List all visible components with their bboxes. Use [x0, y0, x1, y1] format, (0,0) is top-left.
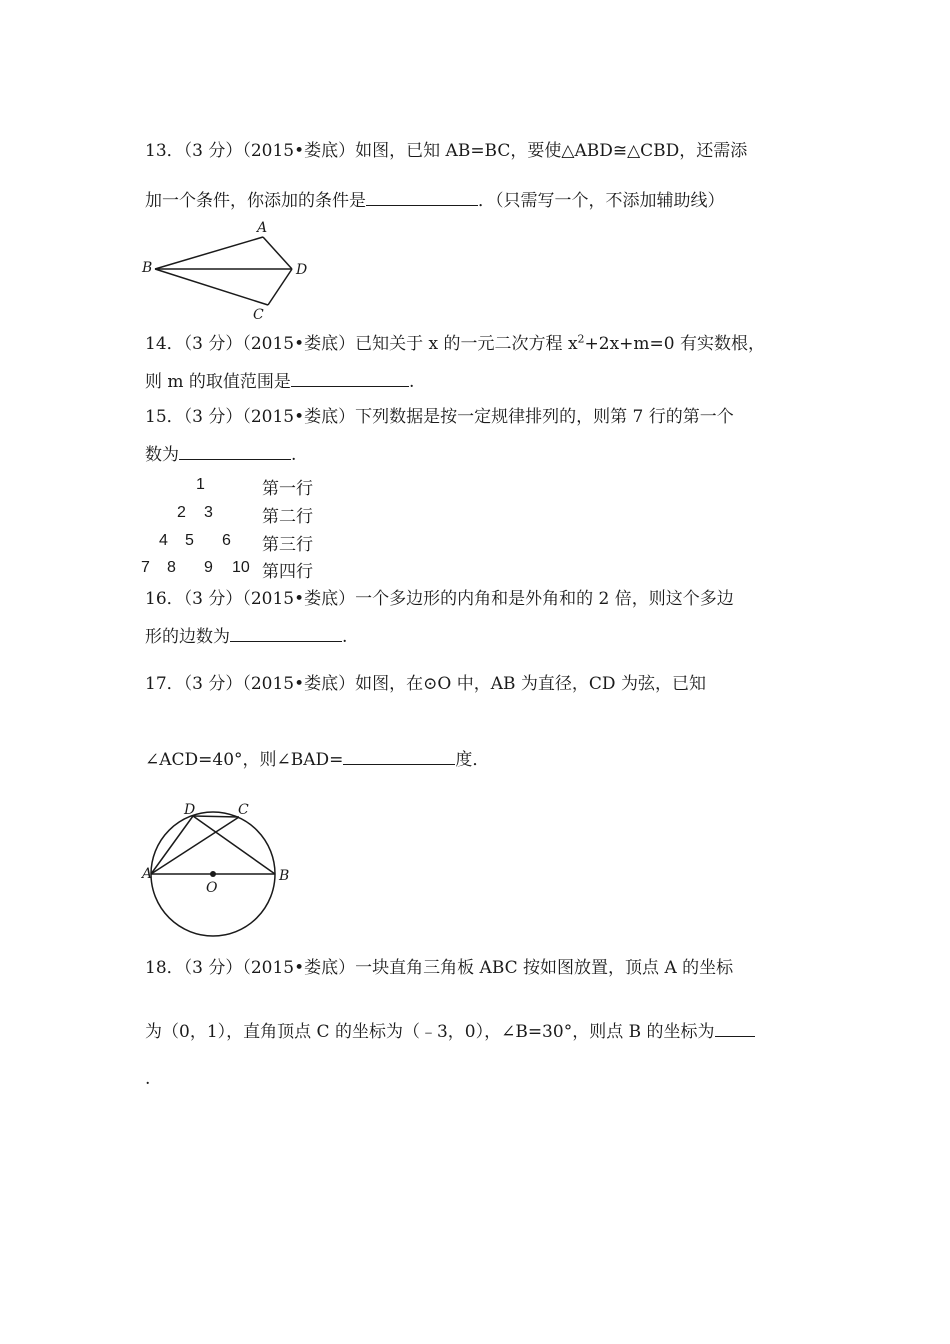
q15-answer-blank[interactable] — [179, 443, 291, 460]
q15-row2-num2: 3 — [204, 504, 213, 521]
q17-line1: 17．（3 分）（2015•娄底）如图，在⊙O 中，AB 为直径，CD 为弦，已知 — [145, 674, 706, 694]
q16-line2-text: 形的边数为 — [145, 627, 230, 647]
q15-row4-label: 第四行 — [262, 562, 313, 582]
q14-answer-blank[interactable] — [291, 370, 409, 387]
q13-kite-figure — [140, 218, 320, 326]
q14-line2 — [145, 370, 414, 393]
q13-label-a: A — [257, 220, 268, 236]
q17-label-c: C — [238, 802, 249, 818]
q13-label-d: D — [296, 262, 308, 278]
q17-label-d: D — [184, 802, 196, 818]
q17-line2-tail: 度． — [455, 750, 490, 770]
q15-row1-num1: 1 — [196, 476, 205, 493]
q15-row3-num2: 5 — [185, 532, 194, 549]
q13-answer-blank[interactable] — [366, 189, 478, 206]
q18-answer-blank[interactable] — [715, 1020, 755, 1037]
q17-line2 — [145, 748, 489, 771]
q16-answer-blank[interactable] — [230, 625, 342, 642]
q18-line2-text: 为（0，1），直角顶点 C 的坐标为（﹣3，0），∠B=30°，则点 B 的坐标为 — [145, 1022, 715, 1042]
q15-row2-num1: 2 — [177, 504, 186, 521]
q13-line2-text: 加一个条件，你添加的条件是 — [145, 191, 366, 211]
q13-line1: 13．（3 分）（2015•娄底）如图，已知 AB=BC，要使△ABD≅△CBD，还需添 — [145, 141, 748, 161]
q13-line2-tail: ．（只需写一个，不添加辅助线） — [478, 191, 725, 211]
q14-line1 — [145, 333, 765, 355]
q17-center-dot — [210, 871, 216, 877]
q15-row4-num1: 7 — [141, 559, 150, 576]
q15-row3-label: 第三行 — [262, 535, 313, 555]
q18-line3: . — [145, 1069, 151, 1089]
q13-line2 — [145, 189, 725, 212]
q15-line2-tail: . — [291, 445, 297, 465]
q18-line2 — [145, 1020, 755, 1043]
q17-label-b: B — [279, 868, 290, 884]
q13-label-b: B — [142, 260, 153, 276]
q15-row3-num1: 4 — [159, 532, 168, 549]
q14-line2-tail: . — [408, 372, 415, 392]
q15-row4-num2: 8 — [167, 559, 176, 576]
q13-label-c: C — [253, 307, 264, 323]
q16-line1: 16．（3 分）（2015•娄底）一个多边形的内角和是外角和的 2 倍，则这个多边 — [145, 589, 734, 609]
q15-line2 — [145, 443, 296, 466]
q15-row1-label: 第一行 — [262, 479, 313, 499]
q16-line2-tail: . — [342, 627, 348, 647]
q16-line2 — [145, 625, 347, 648]
q15-row3-num3: 6 — [222, 532, 231, 549]
q14-line1-text: 14．（3 分）（2015•娄底）已知关于 x 的一元二次方程 x — [145, 334, 578, 354]
q14-exponent: 2 — [577, 332, 585, 346]
q14-line1-tail: +2x+m=0 有实数根， — [584, 334, 766, 354]
q14-line2-text: 则 m 的取值范围是 — [145, 372, 291, 392]
q17-answer-blank[interactable] — [343, 748, 455, 765]
q17-line2-text: ∠ACD=40°，则∠BAD= — [145, 750, 344, 770]
q18-line1: 18．（3 分）（2015•娄底）一块直角三角板 ABC 按如图放置，顶点 A 的坐标 — [145, 958, 734, 978]
q17-circle-figure — [140, 798, 300, 938]
q15-row4-num4: 10 — [232, 559, 250, 576]
q17-label-a: A — [142, 866, 153, 882]
q15-line2-text: 数为 — [145, 445, 179, 465]
q15-row4-num3: 9 — [204, 559, 213, 576]
q15-line1: 15．（3 分）（2015•娄底）下列数据是按一定规律排列的，则第 7 行的第一个 — [145, 407, 734, 427]
q15-row2-label: 第二行 — [262, 507, 313, 527]
q17-label-o: O — [206, 880, 218, 896]
